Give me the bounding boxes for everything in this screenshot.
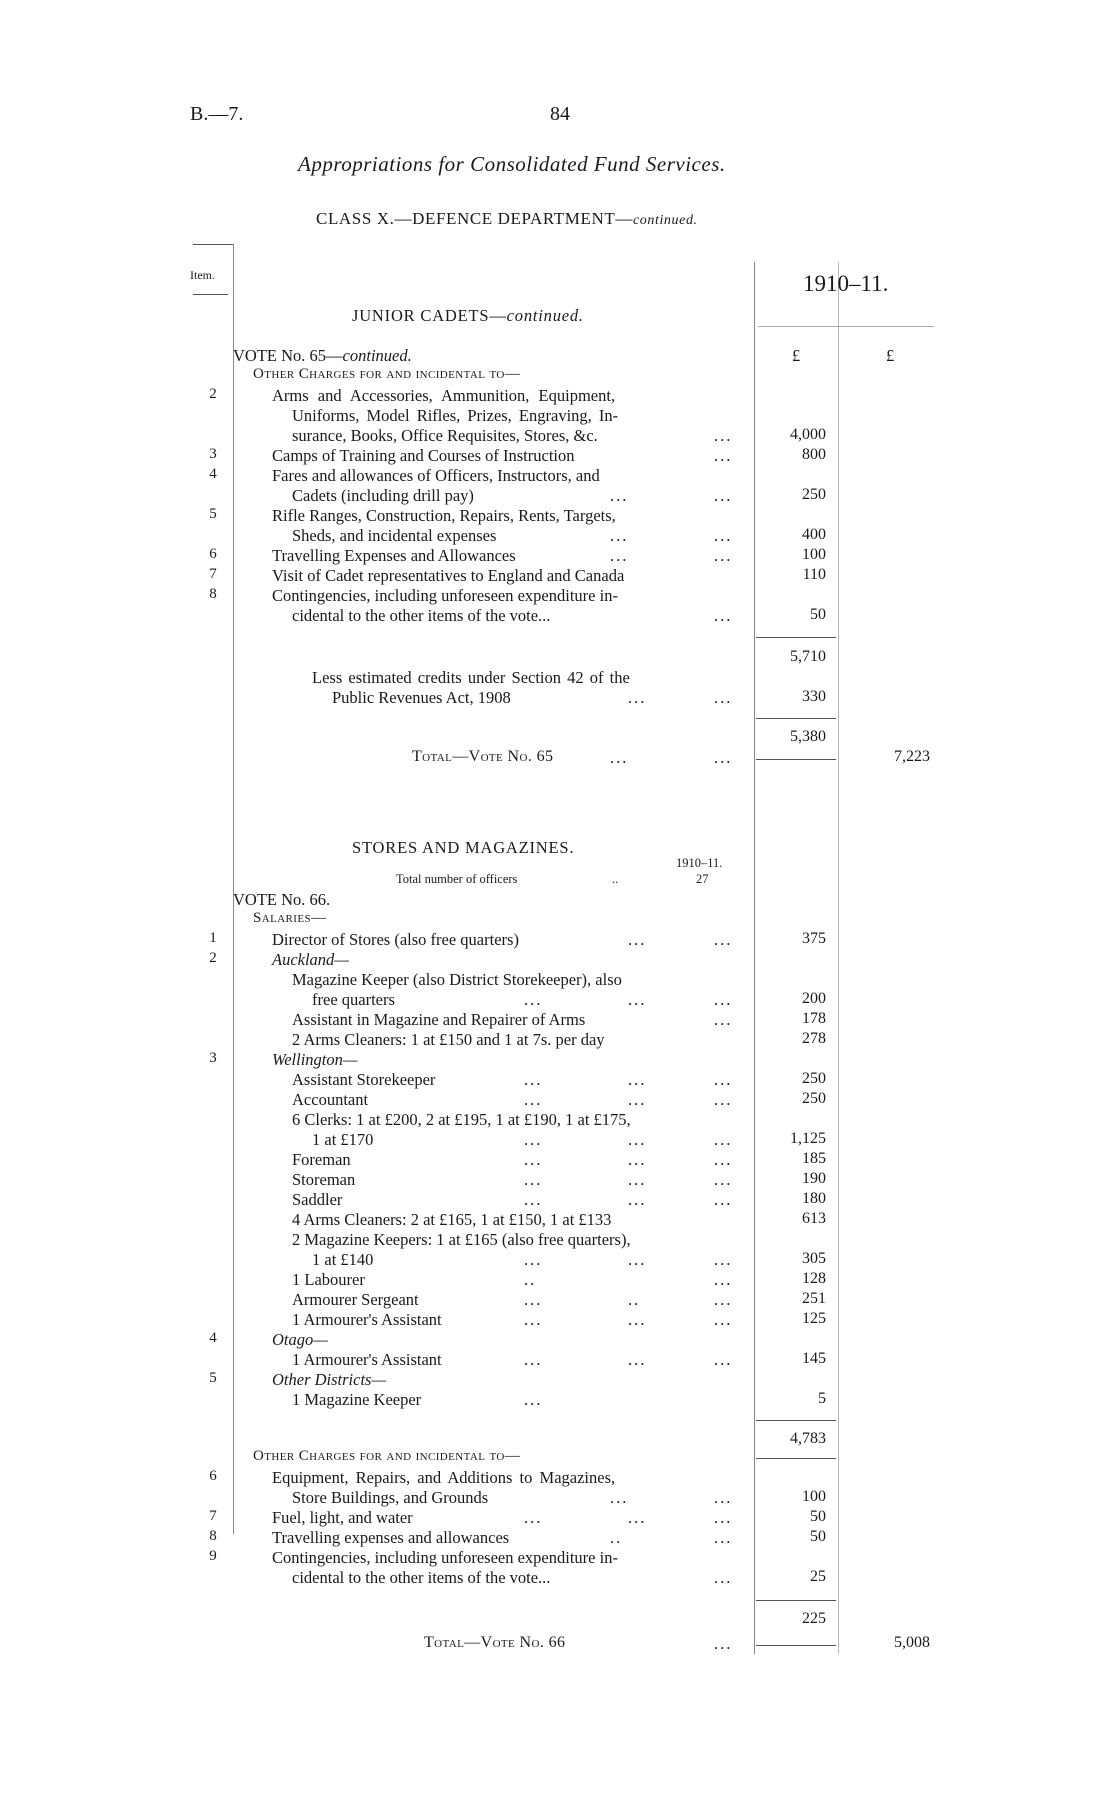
amount: 250 (802, 1090, 826, 1107)
amount: 250 (802, 486, 826, 503)
item-number: 6 (209, 546, 217, 562)
leader-dots: ... (714, 446, 733, 465)
district-label: Auckland— (272, 950, 349, 969)
total-vote-66-amount: 5,008 (894, 1634, 930, 1651)
amount-column-rule-left (754, 262, 755, 1654)
leader-dots: ... (628, 1310, 647, 1329)
row-text: Director of Stores (also free quarters) (272, 930, 519, 949)
row-text: cidental to the other items of the vote... (292, 606, 551, 625)
junior-cadets-heading-cont: continued. (506, 306, 584, 325)
subtotal-rule (756, 637, 836, 638)
amount: 278 (802, 1030, 826, 1047)
junior-cadets-heading (352, 306, 584, 326)
total-66-rule (756, 1645, 836, 1646)
leader-dots: ... (714, 1170, 733, 1189)
other-charges-heading-66: Other Charges for and incidental to— (253, 1448, 521, 1464)
officers-count: 27 (696, 872, 709, 886)
district-label: Otago— (272, 1330, 328, 1349)
leader-dots: ... (524, 1090, 543, 1109)
amount-column-rule-right (838, 262, 839, 1654)
net-rule (756, 718, 836, 719)
charges-total-rule (756, 1600, 836, 1601)
other-charges-heading-65: Other Charges for and incidental to— (253, 366, 521, 382)
item-column-header: Item. (190, 268, 215, 282)
leader-dots: ... (610, 546, 629, 565)
leader-dots: ... (714, 930, 733, 949)
less-credits-text: Public Revenues Act, 1908 (332, 688, 511, 707)
item-number: 3 (209, 1050, 217, 1066)
amount: 190 (802, 1170, 826, 1187)
row-text: Store Buildings, and Grounds (292, 1488, 489, 1507)
row-text: Arms and Accessories, Ammunition, Equipment, (272, 386, 616, 405)
row-text: Camps of Training and Courses of Instruction (272, 446, 575, 465)
row-text: Assistant Storekeeper (292, 1070, 436, 1089)
leader-dots: ... (714, 606, 733, 625)
leader-dots: .. (628, 1290, 641, 1309)
amount: 110 (802, 566, 826, 583)
leader-dots: ... (714, 748, 733, 767)
item-number: 9 (209, 1548, 217, 1564)
vote-66-label: VOTE No. 66. (233, 890, 331, 909)
leader-dots: ... (714, 990, 733, 1009)
leader-dots: .. (524, 1270, 537, 1289)
vote-65-cont: continued. (342, 346, 412, 365)
leader-dots: ... (628, 1070, 647, 1089)
leader-dots: .. (610, 1528, 623, 1547)
leader-dots: ... (610, 1488, 629, 1507)
leader-dots: ... (524, 1310, 543, 1329)
amount: 100 (802, 546, 826, 563)
row-text: 1 at £170 (312, 1130, 374, 1149)
amount: 50 (810, 1508, 826, 1525)
row-text: Travelling expenses and allowances (272, 1528, 510, 1547)
salaries-heading: Salaries— (253, 910, 327, 926)
amount: 100 (802, 1488, 826, 1505)
item-number: 7 (209, 566, 217, 582)
amount: 180 (802, 1190, 826, 1207)
salaries-total-amount: 4,783 (790, 1430, 826, 1447)
amount: 125 (802, 1310, 826, 1327)
officers-label: Total number of officers (396, 872, 518, 886)
amount: 185 (802, 1150, 826, 1167)
amount: 128 (802, 1270, 826, 1287)
amount: 145 (802, 1350, 826, 1367)
charges-total-amount: 225 (802, 1610, 826, 1627)
leader-dots: ... (714, 1010, 733, 1029)
item-column-rule (233, 244, 234, 1534)
amount: 178 (802, 1010, 826, 1027)
leader-dots: ... (714, 426, 733, 445)
leader-dots: ... (628, 1250, 647, 1269)
row-text: 1 Labourer (292, 1270, 365, 1289)
row-text: Uniforms, Model Rifles, Prizes, Engraving, In- (292, 406, 619, 425)
leader-dots: ... (628, 688, 647, 707)
leader-dots: ... (714, 1290, 733, 1309)
amount: 25 (810, 1568, 826, 1585)
year-column-header: 1910–11. (803, 271, 889, 296)
amount: 613 (802, 1210, 826, 1227)
district-label: Other Districts— (272, 1370, 387, 1389)
leader-dots: ... (628, 1130, 647, 1149)
leader-dots: .. (612, 872, 619, 886)
leader-dots: ... (714, 1508, 733, 1527)
row-text: surance, Books, Office Requisites, Stores, &c. (292, 426, 598, 445)
leader-dots: ... (714, 526, 733, 545)
item-top-rule (193, 244, 233, 245)
row-text: 2 Arms Cleaners: 1 at £150 and 1 at 7s. per day (292, 1030, 605, 1049)
item-number: 5 (209, 506, 217, 522)
leader-dots: ... (524, 1150, 543, 1169)
row-text: free quarters (312, 990, 395, 1009)
report-code: B.—7. (190, 103, 244, 125)
leader-dots: ... (524, 1250, 543, 1269)
leader-dots: ... (714, 688, 733, 707)
row-text: Sheds, and incidental expenses (292, 526, 497, 545)
leader-dots: ... (714, 546, 733, 565)
amount: 50 (810, 606, 826, 623)
leader-dots: ... (628, 990, 647, 1009)
leader-dots: ... (524, 1350, 543, 1369)
page-number: 84 (550, 103, 570, 125)
item-number: 4 (209, 466, 217, 482)
leader-dots: ... (524, 1390, 543, 1409)
vote-65-heading (233, 346, 412, 366)
leader-dots: ... (524, 1508, 543, 1527)
row-text: Cadets (including drill pay) (292, 486, 474, 505)
item-number: 7 (209, 1508, 217, 1524)
item-number: 8 (209, 586, 217, 602)
junior-cadets-heading-main: JUNIOR CADETS— (352, 306, 507, 325)
leader-dots: ... (714, 1130, 733, 1149)
row-text: 6 Clerks: 1 at £200, 2 at £195, 1 at £190, 1 at £175, (292, 1110, 631, 1129)
row-text: Contingencies, including unforeseen expenditure in- (272, 586, 618, 605)
amount: 5 (818, 1390, 826, 1407)
subtotal-amount: 5,710 (790, 648, 826, 665)
total-vote-65-label: Total—Vote No. 65 (412, 748, 554, 765)
item-number: 3 (209, 446, 217, 462)
leader-dots: ... (628, 1350, 647, 1369)
row-text: Equipment, Repairs, and Additions to Magazines, (272, 1468, 616, 1487)
leader-dots: ... (628, 930, 647, 949)
row-text: 1 Armourer's Assistant (292, 1350, 442, 1369)
row-text: Assistant in Magazine and Repairer of Arms (292, 1010, 586, 1029)
leader-dots: ... (714, 1250, 733, 1269)
row-text: Magazine Keeper (also District Storekeeper), also (292, 970, 622, 989)
leader-dots: ... (524, 1170, 543, 1189)
amount: 200 (802, 990, 826, 1007)
row-text: Accountant (292, 1090, 369, 1109)
class-title (316, 209, 698, 229)
row-text: Fares and allowances of Officers, Instructors, and (272, 466, 600, 485)
leader-dots: ... (524, 1070, 543, 1089)
leader-dots: ... (610, 526, 629, 545)
row-text: Rifle Ranges, Construction, Repairs, Rents, Targets, (272, 506, 616, 525)
total-vote-66-label: Total—Vote No. 66 (424, 1634, 566, 1651)
row-text: 1 Armourer's Assistant (292, 1310, 442, 1329)
leader-dots: ... (714, 1190, 733, 1209)
leader-dots: ... (610, 486, 629, 505)
amount: 1,125 (790, 1130, 826, 1147)
year-header-rule (758, 326, 934, 327)
officers-year: 1910–11. (676, 856, 723, 870)
amount: 4,000 (790, 426, 826, 443)
item-number: 6 (209, 1468, 217, 1484)
page-title: Appropriations for Consolidated Fund Services. (298, 152, 726, 176)
row-text: 2 Magazine Keepers: 1 at £165 (also free quarters), (292, 1230, 631, 1249)
leader-dots: ... (714, 1310, 733, 1329)
district-label: Wellington— (272, 1050, 358, 1069)
amount: 50 (810, 1528, 826, 1545)
leader-dots: ... (524, 990, 543, 1009)
item-number: 1 (209, 930, 217, 946)
leader-dots: ... (714, 1090, 733, 1109)
row-text: Fuel, light, and water (272, 1508, 413, 1527)
leader-dots: ... (714, 1634, 733, 1653)
item-header-rule (193, 294, 228, 295)
leader-dots: ... (714, 1488, 733, 1507)
leader-dots: ... (610, 748, 629, 767)
leader-dots: ... (714, 1270, 733, 1289)
item-number: 8 (209, 1528, 217, 1544)
leader-dots: ... (714, 1350, 733, 1369)
amount: 251 (802, 1290, 826, 1307)
less-credits-text: Less estimated credits under Section 42 of the (312, 668, 630, 687)
leader-dots: ... (524, 1190, 543, 1209)
leader-dots: ... (628, 1190, 647, 1209)
amount: 400 (802, 526, 826, 543)
vote-65-label: VOTE No. 65— (233, 346, 343, 365)
row-text: cidental to the other items of the vote... (292, 1568, 551, 1587)
pound-symbol-2: £ (886, 346, 895, 365)
leader-dots: ... (714, 486, 733, 505)
salaries-total-underline (756, 1458, 836, 1459)
item-number: 2 (209, 386, 217, 402)
row-text: Storeman (292, 1170, 356, 1189)
item-number: 5 (209, 1370, 217, 1386)
item-number: 2 (209, 950, 217, 966)
leader-dots: ... (524, 1290, 543, 1309)
less-credits-amount: 330 (802, 688, 826, 705)
pound-symbol-1: £ (792, 346, 801, 365)
stores-heading: STORES AND MAGAZINES. (352, 838, 575, 857)
class-title-main: CLASS X.—DEFENCE DEPARTMENT— (316, 209, 633, 228)
amount: 250 (802, 1070, 826, 1087)
row-text: 1 at £140 (312, 1250, 374, 1269)
amount: 375 (802, 930, 826, 947)
salaries-total-rule (756, 1420, 836, 1421)
amount: 305 (802, 1250, 826, 1267)
row-text: Travelling Expenses and Allowances (272, 546, 516, 565)
row-text: 1 Magazine Keeper (292, 1390, 422, 1409)
amount: 800 (802, 446, 826, 463)
leader-dots: ... (524, 1130, 543, 1149)
net-amount: 5,380 (790, 728, 826, 745)
row-text: Visit of Cadet representatives to England and Canada (272, 566, 625, 585)
total-rule (756, 759, 836, 760)
row-text: Contingencies, including unforeseen expenditure in- (272, 1548, 618, 1567)
row-text: Armourer Sergeant (292, 1290, 419, 1309)
row-text: Foreman (292, 1150, 351, 1169)
leader-dots: ... (714, 1070, 733, 1089)
leader-dots: ... (628, 1090, 647, 1109)
row-text: 4 Arms Cleaners: 2 at £165, 1 at £150, 1 at £133 (292, 1210, 612, 1229)
leader-dots: ... (714, 1150, 733, 1169)
class-title-cont: continued. (632, 213, 698, 228)
leader-dots: ... (714, 1568, 733, 1587)
leader-dots: ... (628, 1170, 647, 1189)
leader-dots: ... (628, 1508, 647, 1527)
item-number: 4 (209, 1330, 217, 1346)
row-text: Saddler (292, 1190, 343, 1209)
leader-dots: ... (628, 1150, 647, 1169)
total-vote-65-amount: 7,223 (894, 748, 930, 765)
leader-dots: ... (714, 1528, 733, 1547)
